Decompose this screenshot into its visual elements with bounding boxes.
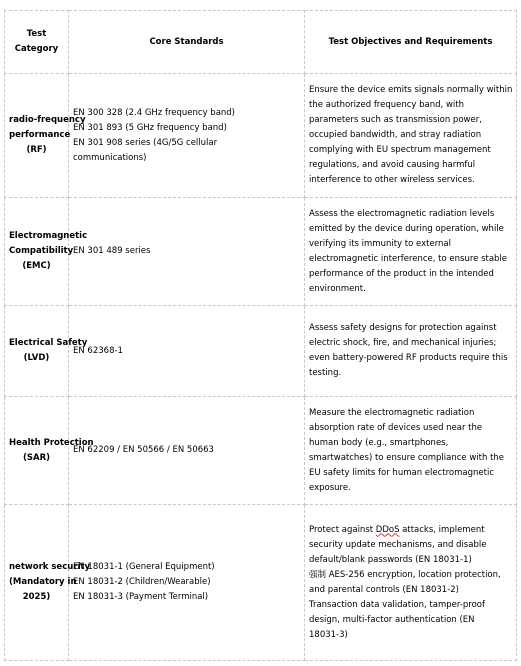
objective-line: emitted by the device during operation, while xyxy=(309,223,504,234)
objectives-cell xyxy=(305,74,517,198)
category-line: Electrical Safety xyxy=(9,338,88,348)
objective-line: Assess safety designs for protection against xyxy=(309,323,497,333)
objective-line: testing. xyxy=(309,368,342,378)
objective-line: human body (e.g., smartphones, xyxy=(309,437,449,448)
objective-line: occupied bandwidth, and stray radiation xyxy=(309,130,482,140)
standards-cell xyxy=(69,397,305,505)
objective-line: regulations, and avoid causing harmful xyxy=(309,160,476,170)
standard-line: EN 62209 / EN 50566 / EN 50663 xyxy=(73,445,214,455)
standard-line: EN 301 489 series xyxy=(73,246,151,256)
header-row xyxy=(5,11,517,74)
table-row xyxy=(5,74,517,198)
table-row xyxy=(5,505,517,661)
objective-line: absorption rate of devices used near the xyxy=(309,422,483,433)
category-line: (LVD) xyxy=(23,353,50,363)
objective-line: 强制 AES-256 encryption, location protection, xyxy=(309,569,501,580)
standard-line: EN 300 328 (2.4 GHz frequency band) xyxy=(73,107,235,118)
standards-cell xyxy=(69,306,305,397)
standard-line: EN 301 893 (5 GHz frequency band) xyxy=(73,122,227,133)
category-cell xyxy=(5,198,88,306)
objective-line: interference to other wireless services. xyxy=(309,175,475,185)
category-line: network security xyxy=(9,562,90,572)
category-cell xyxy=(5,505,90,661)
header-core-standards: Core Standards xyxy=(69,11,305,74)
table-row xyxy=(5,306,517,397)
objective-line: verifying its immunity to external xyxy=(309,238,451,249)
category-line: (SAR) xyxy=(22,452,50,463)
objective-line: electromagnetic interference, to ensure stable xyxy=(309,253,508,264)
table-row xyxy=(5,198,517,306)
objective-line: Protect against DDoS attacks, implement xyxy=(309,524,485,535)
objective-line: security update mechanisms, and disable xyxy=(309,539,487,550)
objective-line: environment. xyxy=(309,283,366,294)
objective-line: parameters such as transmission power, xyxy=(309,115,482,125)
category-cell xyxy=(5,306,88,397)
category-line: Compatibility xyxy=(9,246,74,256)
category-line: radio-frequency xyxy=(9,115,86,125)
standard-line: EN 18031-3 (Payment Terminal) xyxy=(73,592,209,602)
objective-line: exposure. xyxy=(309,482,351,493)
standards-cell xyxy=(69,74,305,198)
objectives-cell xyxy=(305,306,517,397)
objective-line: Measure the electromagnetic radiation xyxy=(309,407,475,418)
objective-line: Ensure the device emits signals normally within xyxy=(309,85,513,95)
header-test-category: Test Category xyxy=(5,11,69,74)
category-line: (EMC) xyxy=(22,261,51,271)
objective-line: design, multi-factor authentication (EN xyxy=(309,614,475,625)
objective-line: Transaction data validation, tamper-proof xyxy=(309,599,485,610)
category-line: (Mandatory in xyxy=(9,577,77,587)
category-line: (RF) xyxy=(26,145,47,155)
objectives-cell xyxy=(305,397,517,505)
category-cell xyxy=(5,397,94,505)
standards-table xyxy=(4,10,517,661)
objective-line: smartwatches) to ensure compliance with the xyxy=(309,452,505,463)
objective-line: 18031-3) xyxy=(309,629,348,640)
header-test-objectives: Test Objectives and Requirements xyxy=(305,11,517,74)
objective-line: Assess the electromagnetic radiation levels xyxy=(309,208,495,219)
category-line: 2025) xyxy=(22,592,51,602)
objective-line: complying with EU spectrum management xyxy=(309,145,491,155)
standards-cell xyxy=(69,198,305,306)
category-cell xyxy=(5,74,86,198)
standards-cell xyxy=(69,505,305,661)
standard-line: EN 62368-1 xyxy=(73,345,123,356)
objective-line: the authorized frequency band, with xyxy=(309,100,464,110)
objective-line: even battery-powered RF products require this xyxy=(309,353,508,363)
objective-line: and parental controls (EN 18031-2) xyxy=(309,584,459,595)
objective-line: performance of the product in the intended xyxy=(309,268,494,279)
objective-line: default/blank passwords (EN 18031-1) xyxy=(309,554,472,565)
objective-line: EU safety limits for human electromagnetic xyxy=(309,467,494,478)
standard-line: EN 301 908 series (4G/5G cellular xyxy=(73,137,218,148)
category-line: performance xyxy=(9,130,71,140)
standard-line: communications) xyxy=(73,152,147,163)
category-line: Electromagnetic xyxy=(9,231,88,241)
standard-line: EN 18031-2 (Children/Wearable) xyxy=(73,577,211,587)
category-line: Health Protection xyxy=(9,437,94,448)
objectives-cell xyxy=(305,505,517,661)
objective-line: electric shock, fire, and mechanical injuries; xyxy=(309,338,497,348)
objectives-cell xyxy=(305,198,517,306)
table-row xyxy=(5,397,517,505)
standard-line: EN 18031-1 (General Equipment) xyxy=(73,562,215,572)
